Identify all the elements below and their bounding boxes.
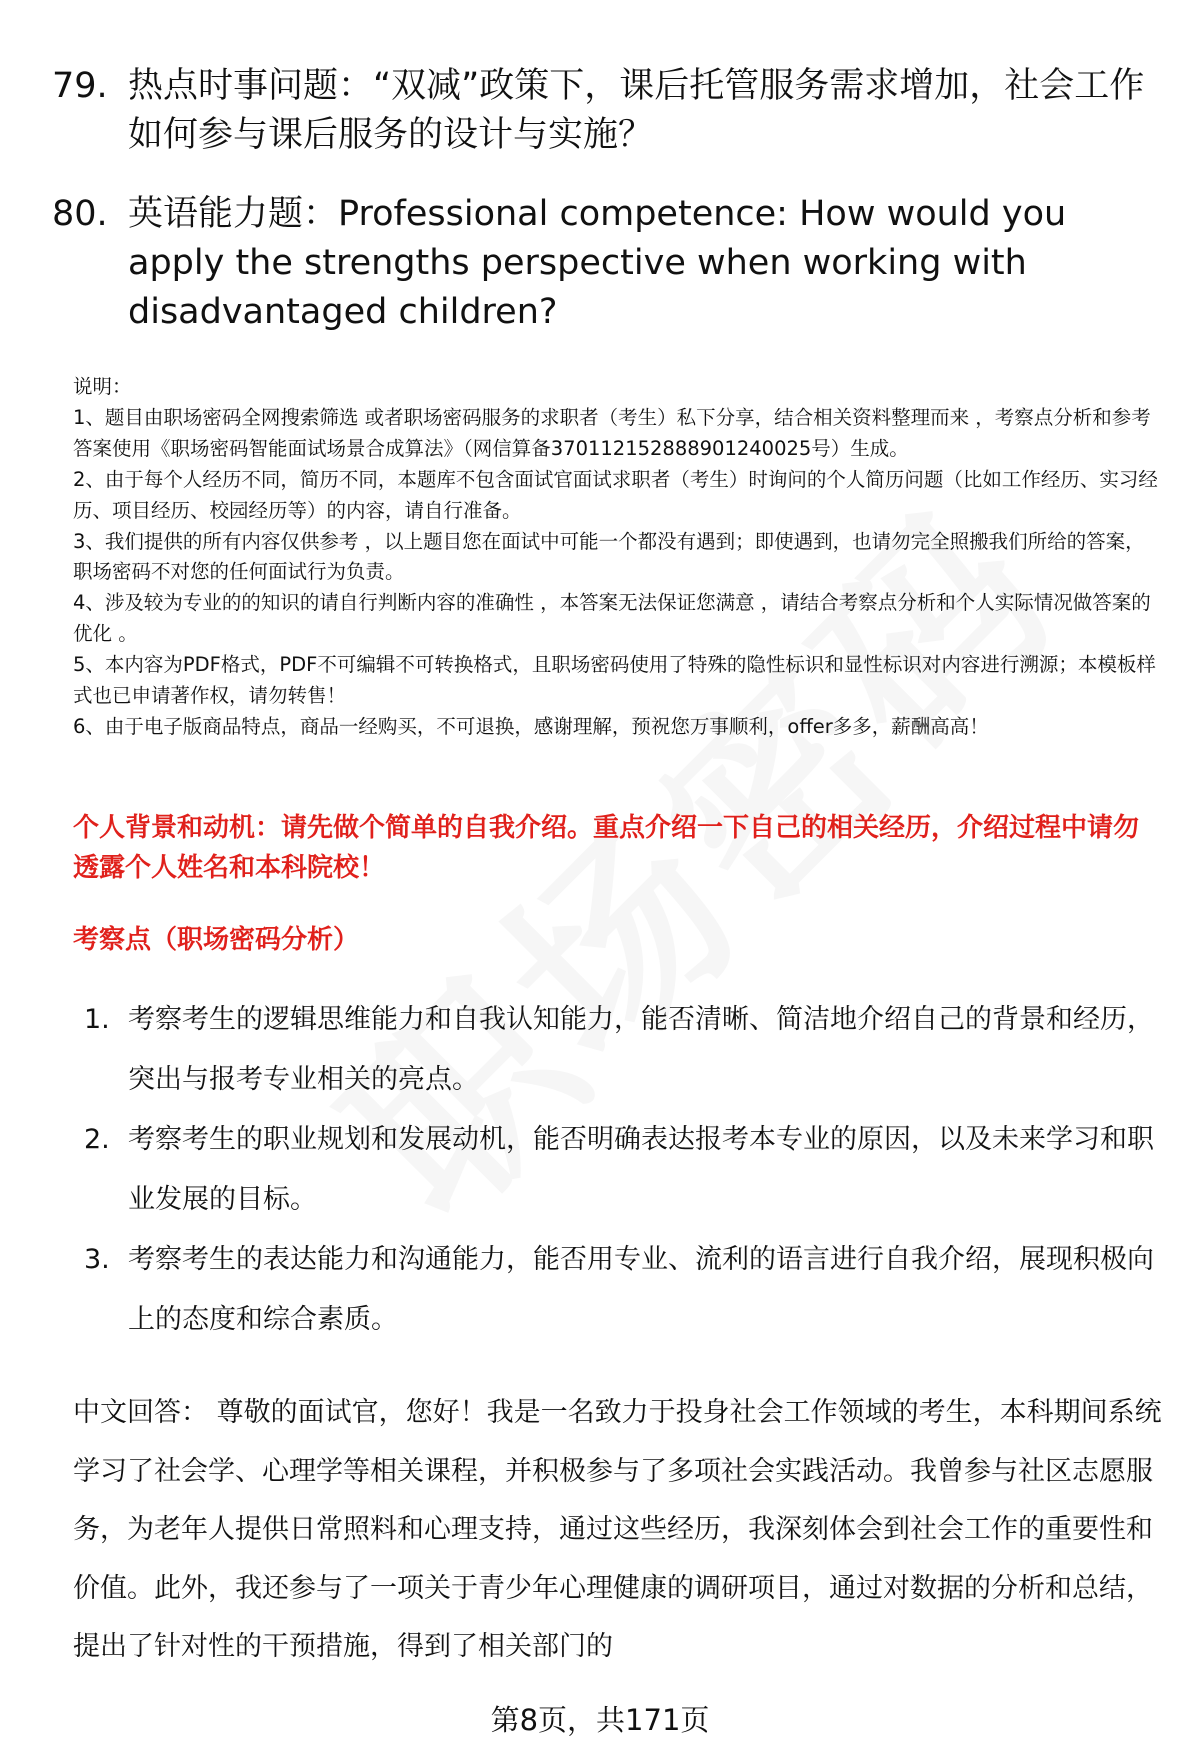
list-item-number: 3. xyxy=(84,1244,110,1275)
notes-section xyxy=(73,372,1158,743)
question-80 xyxy=(52,190,1152,337)
list-item xyxy=(80,1110,1160,1230)
background-question: 个人背景和动机：请先做个简单的自我介绍。重点介绍一下自己的相关经历，介绍过程中请勿透露个人姓名和本科院校！ xyxy=(73,813,1140,883)
question-number: 79. xyxy=(52,66,108,106)
answer-paragraph: 中文回答： 尊敬的面试官，您好！我是一名致力于投身社会工作领域的考生，本科期间系统学习了社会学、心理学等相关课程，并积极参与了多项社会实践活动。我曾参与社区志愿服务，为老年人提供日常照料和心理支持，通过这些经历，我深刻体会到社会工作的重要性和价值。此外，我还参与了一项关于青少年心理健康的调研项目，通过对数据的分析和总结，提出了针对性的干预措施，得到了相关部门的 xyxy=(73,1397,1162,1662)
list-item-number: 2. xyxy=(84,1124,110,1155)
list-item-number: 1. xyxy=(84,1004,110,1035)
list-item xyxy=(80,990,1160,1110)
question-text: 英语能力题：Professional competence: How would you apply the strengths perspective when working with disadvantaged children? xyxy=(128,194,1067,332)
note-item: 5、本内容为PDF格式，PDF不可编辑不可转换格式，且职场密码使用了特殊的隐性标识和显性标识对内容进行溯源；本模板样式也已申请著作权，请勿转售！ xyxy=(73,653,1156,708)
note-item: 1、题目由职场密码全网搜索筛选 或者职场密码服务的求职者（考生）私下分享，结合相关资料整理而来 ，考察点分析和参考答案使用《职场密码智能面试场景合成算法》（网信算备370112152888901240025号）生成。 xyxy=(73,405,1151,460)
page-footer: 第8页，共171页 xyxy=(490,1703,710,1737)
list-item-text: 考察考生的职业规划和发展动机，能否明确表达报考本专业的原因，以及未来学习和职业发展的目标。 xyxy=(128,1124,1154,1215)
note-item: 6、由于电子版商品特点，商品一经购买，不可退换，感谢理解，预祝您万事顺利，offer多多，薪酬高高！ xyxy=(73,714,989,738)
list-item-text: 考察考生的逻辑思维能力和自我认知能力，能否清晰、简洁地介绍自己的背景和经历，突出与报考专业相关的亮点。 xyxy=(128,1004,1154,1095)
list-item xyxy=(80,1230,1160,1350)
list-item-text: 考察考生的表达能力和沟通能力，能否用专业、流利的语言进行自我介绍，展现积极向上的态度和综合素质。 xyxy=(128,1244,1154,1335)
note-item: 4、涉及较为专业的的知识的请自行判断内容的准确性 ，本答案无法保证您满意 ，请结合考察点分析和个人实际情况做答案的优化 。 xyxy=(73,591,1151,646)
note-item: 3、我们提供的所有内容仅供参考 ，以上题目您在面试中可能一个都没有遇到；即使遇到，也请勿完全照搬我们所给的答案，职场密码不对您的任何面试行为负责。 xyxy=(73,529,1145,584)
question-text: 热点时事问题：“双减”政策下，课后托管服务需求增加，社会工作如何参与课后服务的设计与实施？ xyxy=(128,66,1145,155)
question-79 xyxy=(52,62,1152,160)
note-item: 2、由于每个人经历不同，简历不同，本题库不包含面试官面试求职者（考生）时询问的个人简历问题（比如工作经历、实习经历、项目经历、校园经历等）的内容，请自行准备。 xyxy=(73,467,1158,522)
key-points-list xyxy=(80,990,1160,1350)
key-points-title: 考察点（职场密码分析） xyxy=(73,925,360,955)
notes-heading: 说明： xyxy=(73,375,132,398)
question-number: 80. xyxy=(52,194,108,234)
